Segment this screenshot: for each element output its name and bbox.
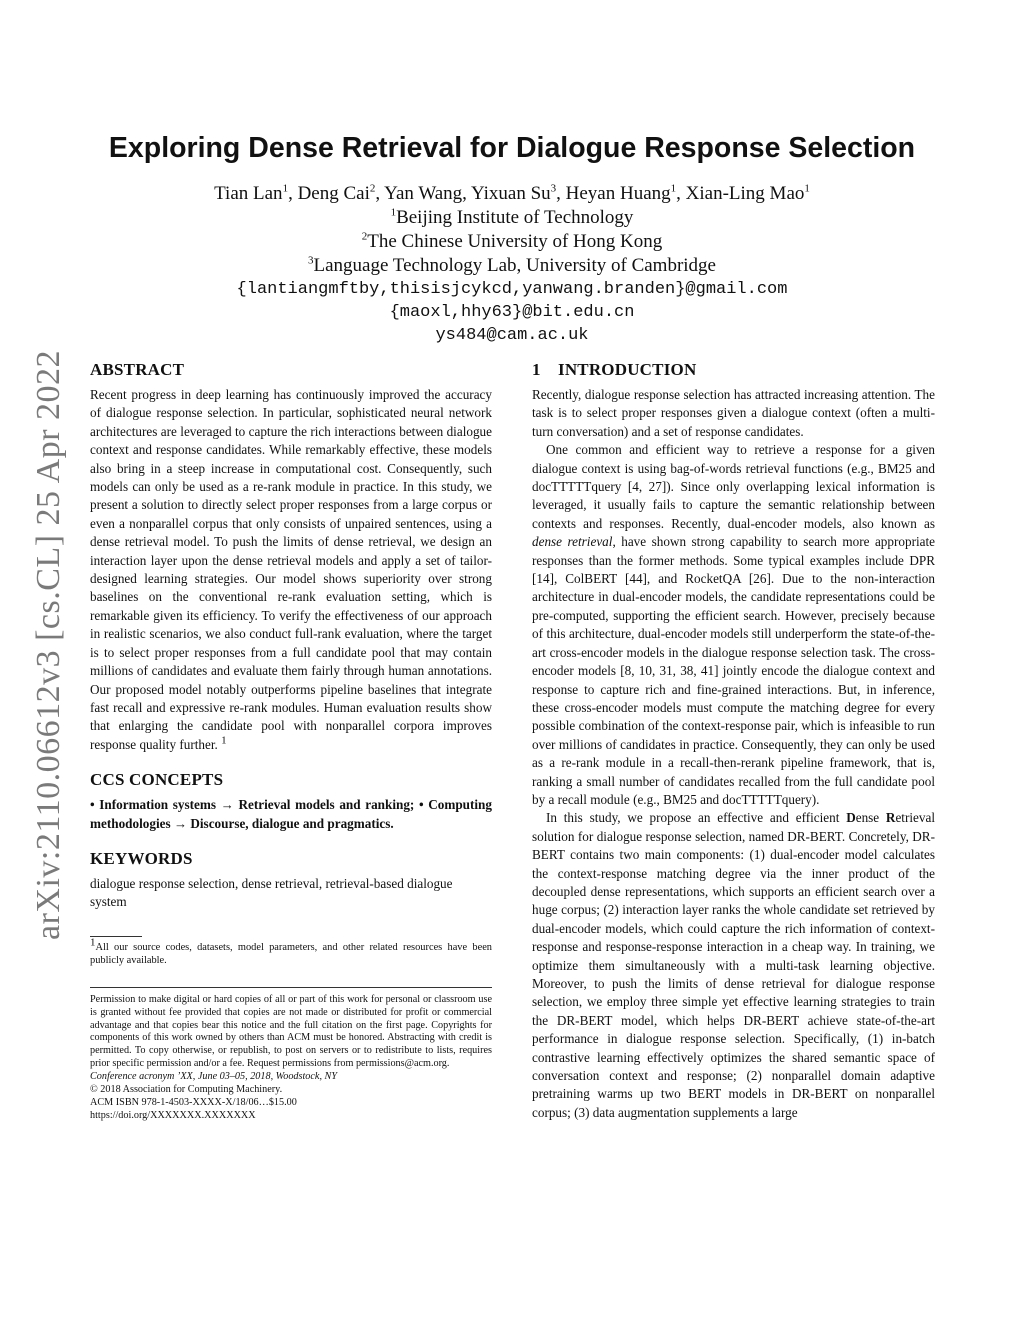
email[interactable]: {lantiangmftby,thisisjcykcd,yanwang.branden}@gmail.com xyxy=(236,280,788,299)
conference-line: Conference acronym ’XX, June 03–05, 2018, Woodstock, NY xyxy=(90,1071,338,1083)
right-column xyxy=(532,360,935,1122)
email[interactable]: ys484@cam.ac.uk xyxy=(435,326,589,345)
footnote-mark[interactable]: 1 xyxy=(221,734,227,747)
email[interactable]: {maoxl,hhy63}@bit.edu.cn xyxy=(389,303,635,322)
author-block xyxy=(0,182,1024,347)
abstract-heading: ABSTRACT xyxy=(90,360,185,379)
affiliation: $^1$Beijing Institute of Technology xyxy=(390,206,634,228)
intro-paragraph: In this study, we propose an effective and efficient Dense Retrieval solution for dialogue response selection, named DR-BERT. Concretely, DR-BERT contains two main components: (1) dual-encoder model calculates the context-response matching degree via the inner product of the decoupled dense representations, which supports an efficient search over a huge corpus; (2) interaction layer ranks the whole candidate set retrieved by dual-encoder models, which could capture the rich information of context-response and response-response interaction in a cheap way. In training, we optimize them simultaneously with a multi-task learning objective. Moreover, to push the limits of dense retrieval for dialogue response selection, we employ three simple yet effective learning strategies to train the DR-BERT model, which helps DR-BERT achieve state-of-the-art performance in dialogue response selection. Specifically, (1) in-batch contrastive learning effectively optimizes the shared semantic space of conversation context and response; (2) nonparallel domain adaptive pretraining warms up two BERT models in DR-BERT on nonparallel corpus; (3) data augmentation supplements a large xyxy=(532,810,935,1120)
keywords-heading: KEYWORDS xyxy=(90,848,193,868)
arxiv-identifier: arXiv:2110.06612v3 [cs.CL] 25 Apr 2022 xyxy=(30,349,67,940)
intro-paragraph: One common and efficient way to retrieve a response for a given dialogue context is using bag-of-words retrieval functions (e.g., BM25 and docTTTTTquery [4, 27]). Since only overlapping lexical information is leveraged, it usually fails to capture the semantic relationship between contexts and responses. Recently, dual-encoder models, also known as dense retrieval, have shown strong capability to search more appropriate responses than the former methods. Some typical examples include DPR [14], ColBERT [44], and RocketQA [26]. Due to the non-interaction architecture in dual-encoder models, the candidate representations could be pre-computed, supporting the efficient search. However, precisely because of this architecture, dual-encoder models still underperform the state-of-the-art cross-encoder models in the dialogue response selection task. The cross-encoder models [8, 10, 31, 38, 41] jointly encode the dialogue context and response to capture rich and fine-grained interactions. But, in inference, these cross-encoder models must compute the matching degree for every possible combination of the context-response pair, which is infeasible to run over millions of candidates in practice. Consequently, they can only be used as a re-rank module in a recall-then-rerank pipeline framework, that is, ranking a small number of candidates recalled from the full candidate pool by a recall module (e.g., BM25 and docTTTTTquery). xyxy=(532,442,935,807)
permission-divider xyxy=(90,987,492,988)
abstract-text: Recent progress in deep learning has continuously improved the accuracy of dialogue response selection. In particular, sophisticated neural network architectures are leveraged to capture the rich interactions between dialogue context and response candidates. While remarkably effective, these models also bring in a steep increase in computational cost. Consequently, such models can only be used as a re-rank module in practice. In this study, we present a solution to directly select proper responses from a large corpus or even a nonparallel corpus that only consists of unpaired sentences, using a dense retrieval model. To push the limits of dense retrieval, we design an interaction layer upon the dense retrieval models and apply a set of tailor-designed learning strategies. Our model shows superiority over strong baselines on the conventional re-rank evaluation setting, which is remarkable given its efficiency. To verify the effectiveness of our approach in realistic scenarios, we also conduct full-rank evaluation, where the target is to select proper responses from a full candidate pool that may contain millions of candidates and evaluate them fairly through human annotations. Our proposed model notably outperforms pipeline baselines that integrate fast recall and expressive re-rank modules. Human evaluation results show that enlarging the candidate pool with nonparallel corpora improves response quality further. $^1$ xyxy=(90,387,492,752)
introduction-heading: 1 INTRODUCTION xyxy=(532,360,697,379)
ccs-concepts: • Information systems → Retrieval models and ranking; • Computing methodologies → Discourse, dialogue and pragmatics. xyxy=(90,797,492,831)
copyright-line: © 2018 Association for Computing Machinery. xyxy=(90,1084,283,1096)
intro-paragraph: Recently, dialogue response selection has attracted increasing attention. The task is to select proper responses given a dialogue context (often a multi-turn conversation) and a set of response candidates. xyxy=(532,387,935,439)
paper-title: Exploring Dense Retrieval for Dialogue Response Selection xyxy=(108,132,916,164)
author-list: Tian Lan$^1$, Deng Cai$^2$, Yan Wang, Yixuan Su$^3$, Heyan Huang$^1$, Xian-Ling Mao$^1$ xyxy=(214,182,810,204)
keywords-text: dialogue response selection, dense retrieval, retrieval-based dialogue system xyxy=(90,875,453,910)
ccs-heading: CCS CONCEPTS xyxy=(90,770,224,790)
permission-notice: Permission to make digital or hard copies of all or part of this work for personal or classroom use is granted without fee provided that copies are not made or distributed for profit or commercial advantage and that copies bear this notice and the full citation on the first page. Copyrights for components of this work owned by others than ACM must be honored. Abstracting with credit is permitted. To copy otherwise, or republish, to post on servers or to redistribute to lists, requires prior specific permission and/or a fee. Request permissions from permissions@acm.org. xyxy=(90,993,492,1070)
isbn-line: ACM ISBN 978-1-4503-XXXX-X/18/06…$15.00 xyxy=(90,1097,297,1108)
footnote-divider xyxy=(90,936,142,937)
affiliation: $^3$Language Technology Lab, University of Cambridge xyxy=(308,254,716,276)
affiliation: $^2$The Chinese University of Hong Kong xyxy=(361,230,663,252)
footnote: $^1$All our source codes, datasets, model parameters, and other related resources have been publicly available. xyxy=(90,936,492,966)
doi-link[interactable]: https://doi.org/XXXXXXX.XXXXXXX xyxy=(90,1109,256,1121)
left-column xyxy=(90,360,492,1123)
